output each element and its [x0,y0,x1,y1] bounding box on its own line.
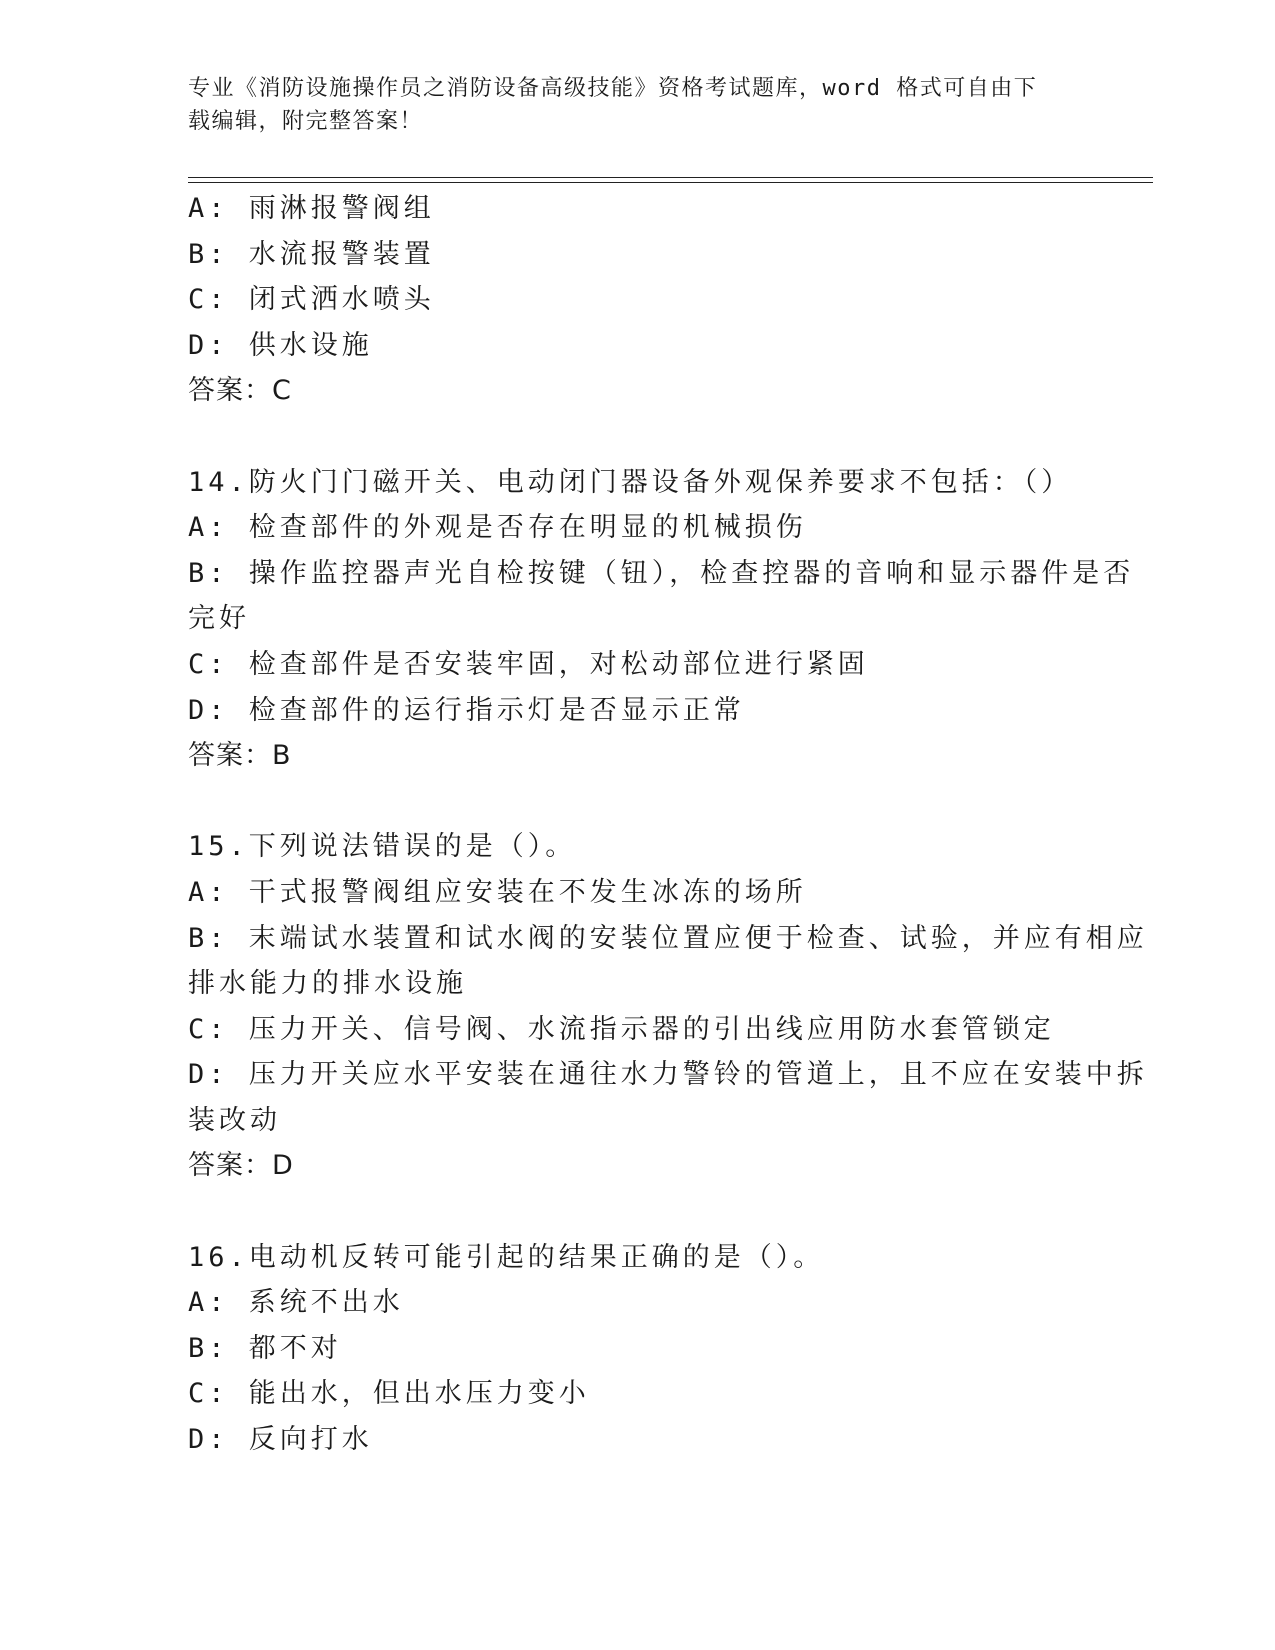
q14-option-c: C: 检查部件是否安装牢固，对松动部位进行紧固 [188,648,869,680]
question-14 [188,460,1135,779]
q13-option-a: A: 雨淋报警阀组 [188,193,435,224]
q14-stem: 14.防火门门磁开关、电动闭门器设备外观保养要求不包括：（） [188,466,1073,498]
q15-option-c: C: 压力开关、信号阀、水流指示器的引出线应用防水套管锁定 [188,1013,1055,1045]
header-line-1: 专业《消防设施操作员之消防设备高级技能》资格考试题库，word 格式可自由下 [188,76,1038,101]
q13-option-d: D: 供水设施 [188,329,373,361]
q16-option-d: D: 反向打水 [188,1424,373,1456]
q13-option-b: B: 水流报警装置 [188,238,435,270]
spacer [188,1189,1088,1235]
q15-option-a: A: 干式报警阀组应安装在不发生冰冻的场所 [188,876,807,908]
spacer [188,414,1088,460]
q16-stem: 16.电动机反转可能引起的结果正确的是（）。 [188,1241,825,1273]
q14-option-b-line-1: B: 操作监控器声光自检按键（钮），检查控器的音响和显示器件是否 [188,557,1135,589]
q15-option-b-line-2: 排水能力的排水设施 [188,968,467,1000]
q14-option-a: A: 检查部件的外观是否存在明显的机械损伤 [188,512,807,544]
question-13 [188,186,1088,414]
q16-option-c: C: 能出水，但出水压力变小 [188,1378,590,1410]
q15-answer: 答案：D [188,1150,294,1182]
q14-answer: 答案：B [188,740,292,772]
spacer [188,779,1088,825]
q13-answer: 答案：C [188,375,292,407]
header-rule-bottom [188,182,1153,183]
header-line-2: 载编辑，附完整答案！ [188,109,424,134]
question-15 [188,824,1148,1189]
question-16 [188,1235,1088,1463]
q15-option-d-line-1: D: 压力开关应水平安装在通往水力警铃的管道上，且不应在安装中拆 [188,1059,1148,1091]
header-rule-top [188,177,1153,178]
q15-stem: 15.下列说法错误的是（）。 [188,831,577,863]
q13-option-c: C: 闭式洒水喷头 [188,284,435,316]
q15-option-b-line-1: B: 末端试水装置和试水阀的安装位置应便于检查、试验，并应有相应 [188,922,1148,954]
q15-option-d-line-2: 装改动 [188,1104,281,1136]
q16-option-a: A: 系统不出水 [188,1287,404,1319]
question-list [188,186,1148,1463]
document-header [188,72,1088,138]
q14-option-b-line-2: 完好 [188,603,250,635]
q14-option-d: D: 检查部件的运行指示灯是否显示正常 [188,694,745,726]
q16-option-b: B: 都不对 [188,1332,342,1364]
